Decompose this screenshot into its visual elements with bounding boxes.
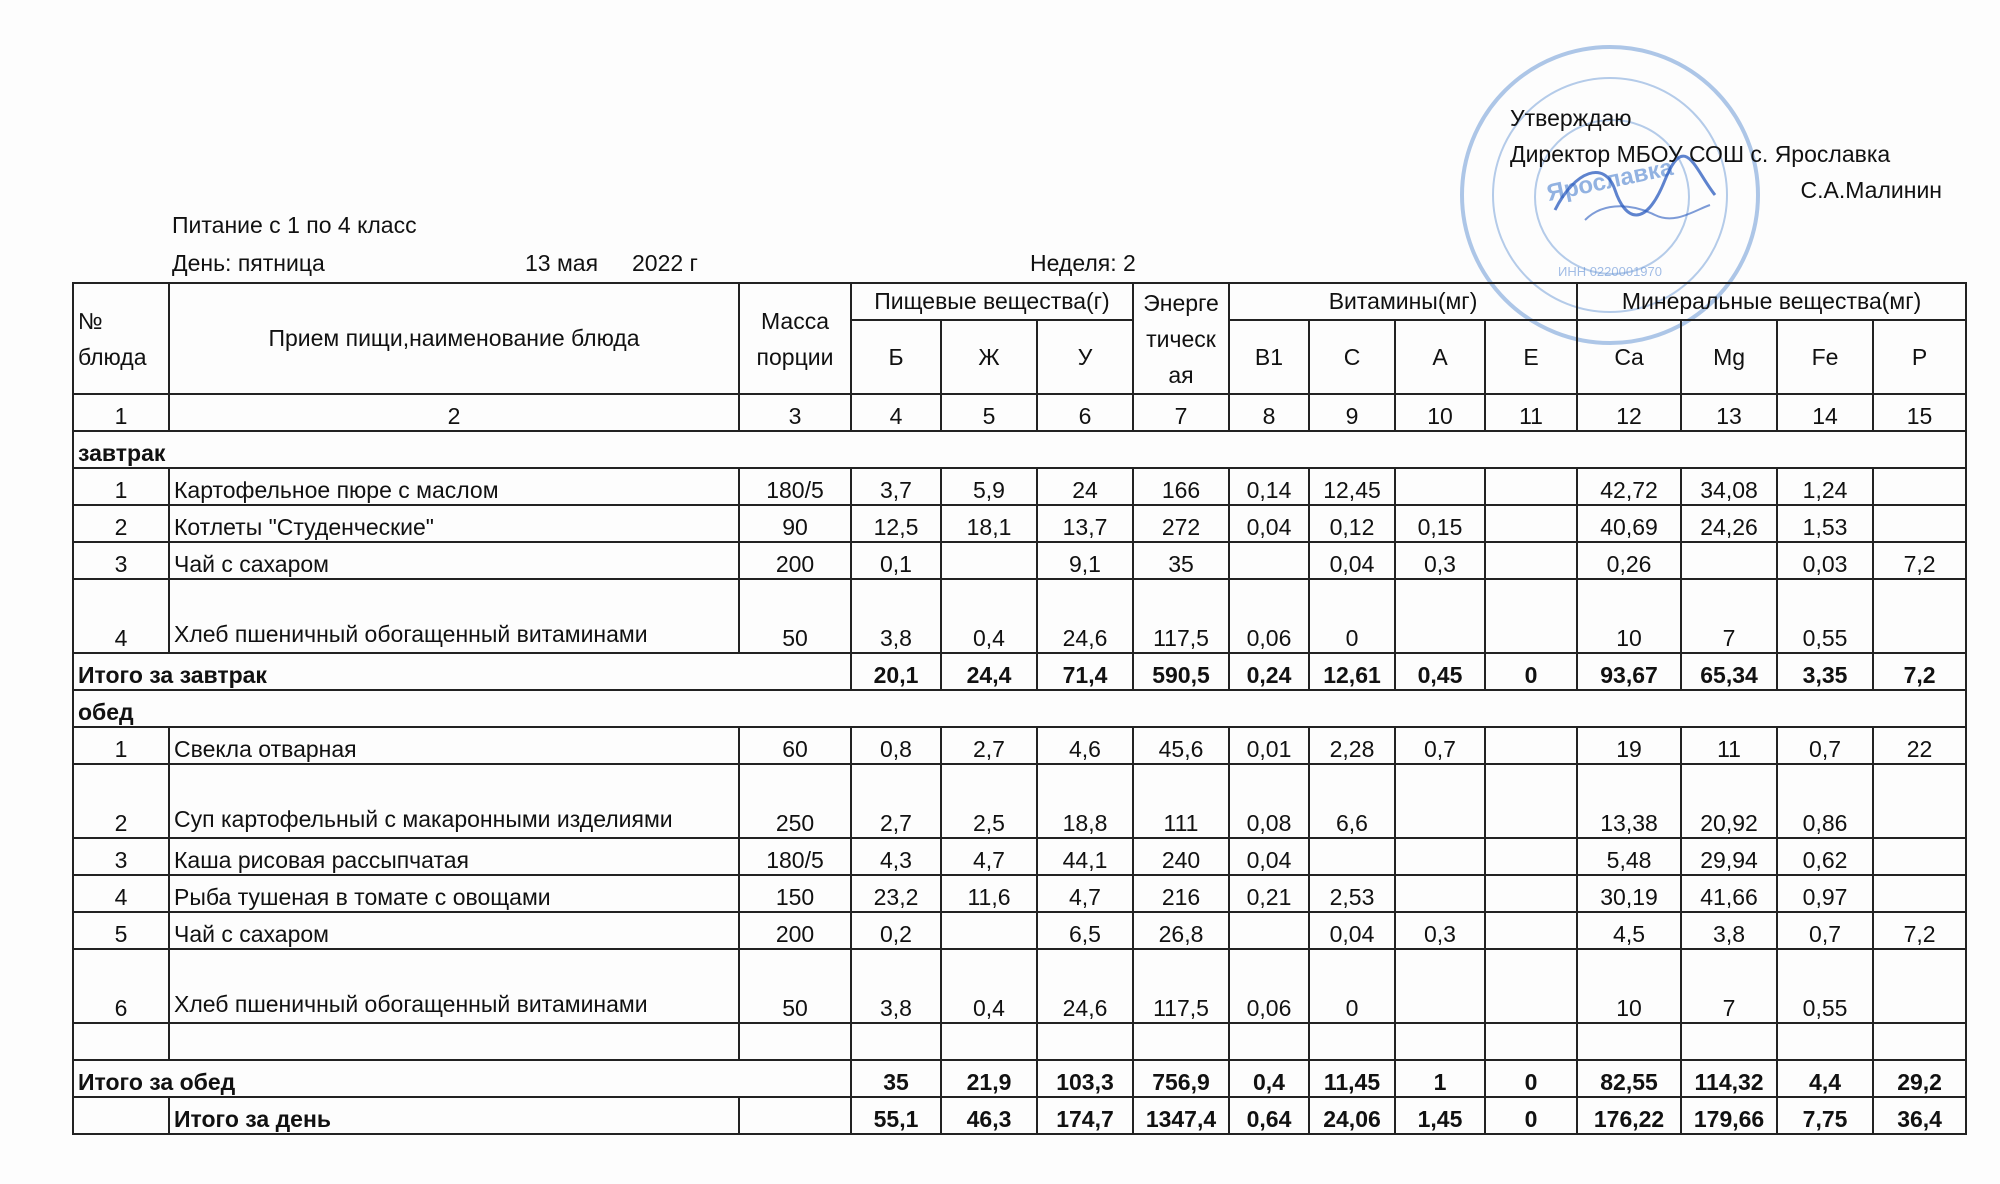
value-b: 3,8	[851, 949, 941, 1023]
value-zh: 5,9	[941, 468, 1037, 505]
empty-cell	[1037, 1023, 1133, 1060]
value-ca: 10	[1577, 949, 1681, 1023]
table-row	[73, 468, 1966, 505]
header-b1: B1	[1229, 320, 1309, 394]
value-mg: 7	[1681, 579, 1777, 653]
dish-name: Рыба тушеная в томате с овощами	[169, 875, 739, 912]
total-en: 1347,4	[1133, 1097, 1229, 1134]
header-e: E	[1485, 320, 1577, 394]
value-en: 216	[1133, 875, 1229, 912]
total-a: 1	[1395, 1060, 1485, 1097]
value-a	[1395, 838, 1485, 875]
value-ca: 13,38	[1577, 764, 1681, 838]
value-a: 0,3	[1395, 542, 1485, 579]
total-zh: 46,3	[941, 1097, 1037, 1134]
value-u: 24,6	[1037, 579, 1133, 653]
section-breakfast	[73, 431, 1966, 468]
header-vitamins: Витамины(мг)	[1229, 283, 1577, 320]
value-u: 4,7	[1037, 875, 1133, 912]
header-a: A	[1395, 320, 1485, 394]
dish-name: Картофельное пюре с маслом	[169, 468, 739, 505]
value-zh: 18,1	[941, 505, 1037, 542]
value-u: 18,8	[1037, 764, 1133, 838]
dish-name: Котлеты "Студенческие"	[169, 505, 739, 542]
value-p	[1873, 875, 1966, 912]
dish-number: 3	[73, 838, 169, 875]
total-fe: 7,75	[1777, 1097, 1873, 1134]
dish-mass: 50	[739, 949, 851, 1023]
value-ca: 10	[1577, 579, 1681, 653]
value-fe: 0,97	[1777, 875, 1873, 912]
value-fe: 0,55	[1777, 579, 1873, 653]
empty-cell	[1395, 1023, 1485, 1060]
value-u: 24	[1037, 468, 1133, 505]
total-c: 12,61	[1309, 653, 1395, 690]
header-minerals: Минеральные вещества(мг)	[1577, 283, 1966, 320]
value-fe: 0,7	[1777, 727, 1873, 764]
dish-mass: 200	[739, 912, 851, 949]
total-ca: 93,67	[1577, 653, 1681, 690]
value-p: 7,2	[1873, 542, 1966, 579]
value-fe: 0,7	[1777, 912, 1873, 949]
dish-number: 6	[73, 949, 169, 1023]
dish-mass: 180/5	[739, 838, 851, 875]
total-day-spacer	[73, 1097, 169, 1134]
value-mg	[1681, 542, 1777, 579]
total-fe: 4,4	[1777, 1060, 1873, 1097]
value-u: 9,1	[1037, 542, 1133, 579]
value-en: 26,8	[1133, 912, 1229, 949]
value-ca: 19	[1577, 727, 1681, 764]
empty-cell	[1577, 1023, 1681, 1060]
value-c: 2,28	[1309, 727, 1395, 764]
header-energy: Энерге тическ ая	[1133, 283, 1229, 394]
approval-position: Директор МБОУ СОШ с. Ярославка	[1510, 141, 1891, 167]
year-label: 2022 г	[632, 250, 698, 276]
value-en: 117,5	[1133, 949, 1229, 1023]
total-breakfast	[73, 653, 1966, 690]
col-number: 5	[941, 394, 1037, 431]
empty-cell	[1309, 1023, 1395, 1060]
value-p	[1873, 838, 1966, 875]
value-zh: 0,4	[941, 579, 1037, 653]
value-e	[1485, 875, 1577, 912]
dish-number: 1	[73, 468, 169, 505]
col-number: 8	[1229, 394, 1309, 431]
empty-cell	[1681, 1023, 1777, 1060]
header-mass: Масса порции	[739, 283, 851, 394]
value-u: 4,6	[1037, 727, 1133, 764]
value-p: 22	[1873, 727, 1966, 764]
total-lunch-label: Итого за обед	[73, 1060, 851, 1097]
value-fe: 0,62	[1777, 838, 1873, 875]
value-en: 117,5	[1133, 579, 1229, 653]
total-u: 174,7	[1037, 1097, 1133, 1134]
total-u: 71,4	[1037, 653, 1133, 690]
value-e	[1485, 727, 1577, 764]
total-mg: 65,34	[1681, 653, 1777, 690]
header-mg: Mg	[1681, 320, 1777, 394]
dish-number: 2	[73, 764, 169, 838]
col-number: 12	[1577, 394, 1681, 431]
col-number: 11	[1485, 394, 1577, 431]
section-lunch-label: обед	[73, 690, 1966, 727]
dish-name: Свекла отварная	[169, 727, 739, 764]
value-e	[1485, 912, 1577, 949]
value-mg: 7	[1681, 949, 1777, 1023]
empty-cell	[1777, 1023, 1873, 1060]
value-a	[1395, 875, 1485, 912]
total-zh: 21,9	[941, 1060, 1037, 1097]
col-number: 15	[1873, 394, 1966, 431]
dish-number: 1	[73, 727, 169, 764]
total-day	[73, 1097, 1966, 1134]
total-b: 35	[851, 1060, 941, 1097]
value-ca: 4,5	[1577, 912, 1681, 949]
value-p	[1873, 468, 1966, 505]
section-lunch	[73, 690, 1966, 727]
value-e	[1485, 505, 1577, 542]
value-b1: 0,06	[1229, 579, 1309, 653]
approval-block	[1510, 100, 1942, 208]
total-e: 0	[1485, 1060, 1577, 1097]
total-b: 20,1	[851, 653, 941, 690]
dish-mass: 180/5	[739, 468, 851, 505]
value-c: 6,6	[1309, 764, 1395, 838]
value-b: 3,7	[851, 468, 941, 505]
value-c: 0	[1309, 949, 1395, 1023]
empty-cell	[169, 1023, 739, 1060]
col-number: 4	[851, 394, 941, 431]
dish-mass: 150	[739, 875, 851, 912]
total-p: 36,4	[1873, 1097, 1966, 1134]
value-b: 4,3	[851, 838, 941, 875]
value-e	[1485, 764, 1577, 838]
dish-number: 3	[73, 542, 169, 579]
total-mg: 114,32	[1681, 1060, 1777, 1097]
section-breakfast-label: завтрак	[73, 431, 1966, 468]
total-b1: 0,24	[1229, 653, 1309, 690]
total-zh: 24,4	[941, 653, 1037, 690]
value-u: 24,6	[1037, 949, 1133, 1023]
value-b: 0,2	[851, 912, 941, 949]
value-p	[1873, 949, 1966, 1023]
value-e	[1485, 542, 1577, 579]
value-mg: 29,94	[1681, 838, 1777, 875]
value-a: 0,7	[1395, 727, 1485, 764]
value-fe: 0,03	[1777, 542, 1873, 579]
value-fe: 0,86	[1777, 764, 1873, 838]
total-p: 29,2	[1873, 1060, 1966, 1097]
value-c: 12,45	[1309, 468, 1395, 505]
value-b1: 0,04	[1229, 838, 1309, 875]
value-fe: 0,55	[1777, 949, 1873, 1023]
value-en: 35	[1133, 542, 1229, 579]
dish-name: Чай с сахаром	[169, 912, 739, 949]
total-breakfast-label: Итого за завтрак	[73, 653, 851, 690]
value-p	[1873, 764, 1966, 838]
value-b1: 0,06	[1229, 949, 1309, 1023]
total-c: 11,45	[1309, 1060, 1395, 1097]
table-row	[73, 912, 1966, 949]
col-number: 7	[1133, 394, 1229, 431]
value-a	[1395, 468, 1485, 505]
date-label: 13 мая	[525, 250, 599, 276]
total-b1: 0,64	[1229, 1097, 1309, 1134]
col-number: 10	[1395, 394, 1485, 431]
header-p: P	[1873, 320, 1966, 394]
value-a	[1395, 579, 1485, 653]
value-c	[1309, 838, 1395, 875]
stamp-center-text: Ярославка	[1544, 153, 1676, 208]
total-e: 0	[1485, 653, 1577, 690]
header-ca: Ca	[1577, 320, 1681, 394]
header-nutrients: Пищевые вещества(г)	[851, 283, 1133, 320]
value-en: 240	[1133, 838, 1229, 875]
value-ca: 0,26	[1577, 542, 1681, 579]
value-zh: 0,4	[941, 949, 1037, 1023]
value-e	[1485, 468, 1577, 505]
value-b1	[1229, 912, 1309, 949]
value-c: 0,04	[1309, 912, 1395, 949]
header-zh: Ж	[941, 320, 1037, 394]
value-zh: 11,6	[941, 875, 1037, 912]
value-c: 0,04	[1309, 542, 1395, 579]
value-p: 7,2	[1873, 912, 1966, 949]
value-zh	[941, 912, 1037, 949]
dish-number: 4	[73, 579, 169, 653]
value-zh	[941, 542, 1037, 579]
value-en: 111	[1133, 764, 1229, 838]
value-b1: 0,04	[1229, 505, 1309, 542]
dish-mass: 90	[739, 505, 851, 542]
value-mg: 20,92	[1681, 764, 1777, 838]
value-a: 0,15	[1395, 505, 1485, 542]
value-b1: 0,14	[1229, 468, 1309, 505]
empty-cell	[1229, 1023, 1309, 1060]
total-a: 0,45	[1395, 653, 1485, 690]
value-b: 2,7	[851, 764, 941, 838]
total-mg: 179,66	[1681, 1097, 1777, 1134]
dish-mass: 200	[739, 542, 851, 579]
empty-cell	[1873, 1023, 1966, 1060]
header-meal: Прием пищи,наименование блюда	[169, 283, 739, 394]
value-ca: 30,19	[1577, 875, 1681, 912]
value-a: 0,3	[1395, 912, 1485, 949]
header-fe: Fe	[1777, 320, 1873, 394]
column-number-row	[73, 394, 1966, 431]
total-b1: 0,4	[1229, 1060, 1309, 1097]
value-c: 2,53	[1309, 875, 1395, 912]
col-number: 3	[739, 394, 851, 431]
dish-name: Чай с сахаром	[169, 542, 739, 579]
value-b: 0,8	[851, 727, 941, 764]
value-e	[1485, 838, 1577, 875]
value-b1: 0,08	[1229, 764, 1309, 838]
total-fe: 3,35	[1777, 653, 1873, 690]
total-day-mass	[739, 1097, 851, 1134]
table-row	[73, 875, 1966, 912]
empty-cell	[1485, 1023, 1577, 1060]
page-title: Питание с 1 по 4 класс	[172, 212, 417, 238]
stamp-inn: ИНН 0220001970	[1557, 264, 1663, 279]
col-number: 14	[1777, 394, 1873, 431]
table-row	[73, 505, 1966, 542]
col-number: 2	[169, 394, 739, 431]
header-b: Б	[851, 320, 941, 394]
col-number: 1	[73, 394, 169, 431]
total-c: 24,06	[1309, 1097, 1395, 1134]
total-u: 103,3	[1037, 1060, 1133, 1097]
value-en: 45,6	[1133, 727, 1229, 764]
value-p	[1873, 505, 1966, 542]
total-b: 55,1	[851, 1097, 941, 1134]
empty-cell	[739, 1023, 851, 1060]
value-b1: 0,21	[1229, 875, 1309, 912]
dish-name: Хлеб пшеничный обогащенный витаминами	[169, 949, 739, 1023]
week-label: Неделя: 2	[1030, 250, 1136, 276]
value-p	[1873, 579, 1966, 653]
value-c: 0	[1309, 579, 1395, 653]
empty-cell	[851, 1023, 941, 1060]
approval-label: Утверждаю	[1510, 105, 1632, 131]
total-e: 0	[1485, 1097, 1577, 1134]
dish-mass: 50	[739, 579, 851, 653]
value-mg: 34,08	[1681, 468, 1777, 505]
value-mg: 41,66	[1681, 875, 1777, 912]
header-num: № блюда	[73, 283, 169, 394]
menu-table	[72, 282, 1967, 1135]
total-day-label: Итого за день	[169, 1097, 739, 1134]
value-e	[1485, 949, 1577, 1023]
dish-mass: 60	[739, 727, 851, 764]
table-row	[73, 764, 1966, 838]
value-b: 3,8	[851, 579, 941, 653]
table-row	[73, 542, 1966, 579]
value-zh: 2,7	[941, 727, 1037, 764]
header-u: У	[1037, 320, 1133, 394]
dish-name: Каша рисовая рассыпчатая	[169, 838, 739, 875]
total-ca: 82,55	[1577, 1060, 1681, 1097]
value-a	[1395, 949, 1485, 1023]
dish-name: Хлеб пшеничный обогащенный витаминами	[169, 579, 739, 653]
dish-name: Суп картофельный с макаронными изделиями	[169, 764, 739, 838]
col-number: 6	[1037, 394, 1133, 431]
value-e	[1485, 579, 1577, 653]
empty-cell	[73, 1023, 169, 1060]
value-c: 0,12	[1309, 505, 1395, 542]
header-c: C	[1309, 320, 1395, 394]
value-u: 44,1	[1037, 838, 1133, 875]
total-p: 7,2	[1873, 653, 1966, 690]
table-row	[73, 579, 1966, 653]
dish-number: 4	[73, 875, 169, 912]
value-mg: 3,8	[1681, 912, 1777, 949]
value-mg: 24,26	[1681, 505, 1777, 542]
dish-number: 2	[73, 505, 169, 542]
value-a	[1395, 764, 1485, 838]
value-fe: 1,24	[1777, 468, 1873, 505]
dish-number: 5	[73, 912, 169, 949]
value-b: 12,5	[851, 505, 941, 542]
dish-mass: 250	[739, 764, 851, 838]
total-a: 1,45	[1395, 1097, 1485, 1134]
value-mg: 11	[1681, 727, 1777, 764]
value-en: 166	[1133, 468, 1229, 505]
table-row	[73, 727, 1966, 764]
value-ca: 5,48	[1577, 838, 1681, 875]
total-ca: 176,22	[1577, 1097, 1681, 1134]
table-row	[73, 838, 1966, 875]
value-fe: 1,53	[1777, 505, 1873, 542]
empty-cell	[1133, 1023, 1229, 1060]
value-u: 6,5	[1037, 912, 1133, 949]
total-en: 590,5	[1133, 653, 1229, 690]
total-en: 756,9	[1133, 1060, 1229, 1097]
value-b: 0,1	[851, 542, 941, 579]
col-number: 13	[1681, 394, 1777, 431]
col-number: 9	[1309, 394, 1395, 431]
empty-cell	[941, 1023, 1037, 1060]
value-b1: 0,01	[1229, 727, 1309, 764]
value-b: 23,2	[851, 875, 941, 912]
value-b1	[1229, 542, 1309, 579]
day-label: День: пятница	[172, 250, 325, 276]
empty-row	[73, 1023, 1966, 1060]
value-en: 272	[1133, 505, 1229, 542]
table-row	[73, 949, 1966, 1023]
value-u: 13,7	[1037, 505, 1133, 542]
approval-director-name: С.А.Малинин	[1800, 177, 1942, 203]
value-ca: 40,69	[1577, 505, 1681, 542]
value-ca: 42,72	[1577, 468, 1681, 505]
value-zh: 2,5	[941, 764, 1037, 838]
value-zh: 4,7	[941, 838, 1037, 875]
total-lunch	[73, 1060, 1966, 1097]
